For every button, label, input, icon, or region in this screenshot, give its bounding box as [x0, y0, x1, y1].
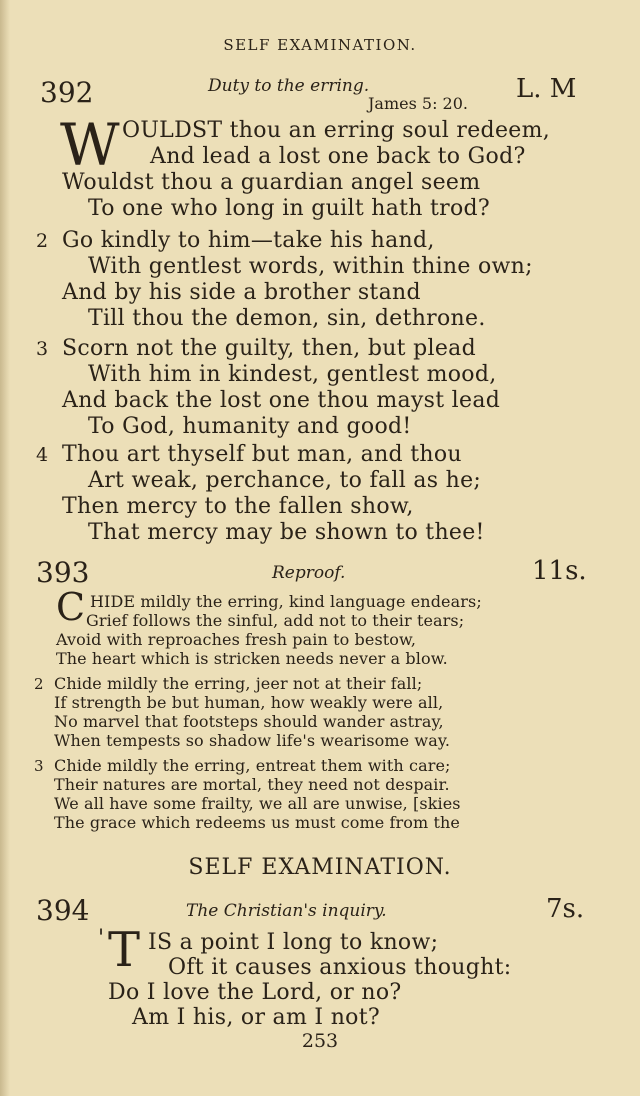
- stanza-number: 4: [36, 444, 49, 466]
- verse-line: No marvel that footsteps should wander astray,: [54, 712, 444, 731]
- verse-line: With him in kindest, gentlest mood,: [88, 362, 497, 387]
- hymn-meter: 11s.: [532, 556, 587, 586]
- verse-line: IS a point I long to know;: [148, 930, 439, 955]
- stanza-number: 3: [36, 338, 49, 360]
- section-heading: SELF EXAMINATION.: [188, 855, 452, 880]
- hymn-meter: 7s.: [546, 894, 585, 924]
- dropcap: W: [60, 111, 120, 179]
- verse-line: With gentlest words, within thine own;: [88, 254, 533, 279]
- stanza-number: 2: [34, 675, 44, 693]
- hymn-meter: L. M: [516, 74, 577, 104]
- verse-line: Wouldst thou a guardian angel seem: [62, 170, 481, 195]
- verse-line: And back the lost one thou mayst lead: [62, 388, 501, 413]
- verse-line: Go kindly to him—take his hand,: [62, 228, 435, 253]
- running-head: SELF EXAMINATION.: [223, 36, 417, 54]
- verse-line: Chide mildly the erring, entreat them with care;: [54, 756, 451, 775]
- hymn-subject: Reproof.: [272, 563, 346, 583]
- dropcap: C: [56, 585, 86, 629]
- verse-line: Grief follows the sinful, add not to their tears;: [86, 611, 465, 630]
- verse-line: To God, humanity and good!: [88, 414, 412, 439]
- stanza-number: 3: [34, 757, 44, 775]
- verse-line: Scorn not the guilty, then, but plead: [62, 336, 476, 361]
- opening-apostrophe: ': [98, 926, 105, 951]
- verse-line: Till thou the demon, sin, dethrone.: [88, 306, 486, 331]
- verse-line: Their natures are mortal, they need not despair.: [54, 775, 450, 794]
- verse-line: Then mercy to the fallen show,: [62, 494, 414, 519]
- verse-line: Do I love the Lord, or no?: [108, 980, 402, 1005]
- verse-line: We all have some frailty, we all are unwise, [skies: [54, 794, 461, 813]
- verse-line: The heart which is stricken needs never a blow.: [56, 649, 448, 668]
- verse-line: OULDST thou an erring soul redeem,: [122, 118, 551, 143]
- verse-line: To one who long in guilt hath trod?: [88, 196, 491, 221]
- verse-line: The grace which redeems us must come from the: [54, 813, 460, 832]
- verse-line: When tempests so shadow life's wearisome way.: [54, 731, 451, 750]
- verse-line: Oft it causes anxious thought:: [168, 955, 512, 980]
- scripture-reference: James 5: 20.: [368, 94, 468, 113]
- verse-line: HIDE mildly the erring, kind language endears;: [90, 592, 482, 611]
- verse-line: Thou art thyself but man, and thou: [62, 442, 462, 467]
- verse-line: And by his side a brother stand: [62, 280, 421, 305]
- page-number: 253: [301, 1030, 339, 1052]
- hymn-subject: Duty to the erring.: [208, 76, 370, 96]
- verse-line: If strength be but human, how weakly were all,: [54, 693, 444, 712]
- hymn-subject: The Christian's inquiry.: [186, 901, 387, 921]
- verse-line: Avoid with reproaches fresh pain to bestow,: [56, 630, 417, 649]
- verse-line: And lead a lost one back to God?: [150, 144, 526, 169]
- hymn-number: 394: [36, 894, 90, 927]
- stanza-number: 2: [36, 230, 49, 252]
- verse-line: That mercy may be shown to thee!: [88, 520, 485, 545]
- hymn-number: 393: [36, 556, 90, 589]
- hymn-number: 392: [40, 76, 94, 109]
- dropcap: T: [108, 922, 141, 978]
- verse-line: Chide mildly the erring, jeer not at their fall;: [54, 674, 423, 693]
- verse-line: Art weak, perchance, to fall as he;: [88, 468, 482, 493]
- page-edge: [0, 0, 10, 1096]
- verse-line: Am I his, or am I not?: [132, 1005, 380, 1030]
